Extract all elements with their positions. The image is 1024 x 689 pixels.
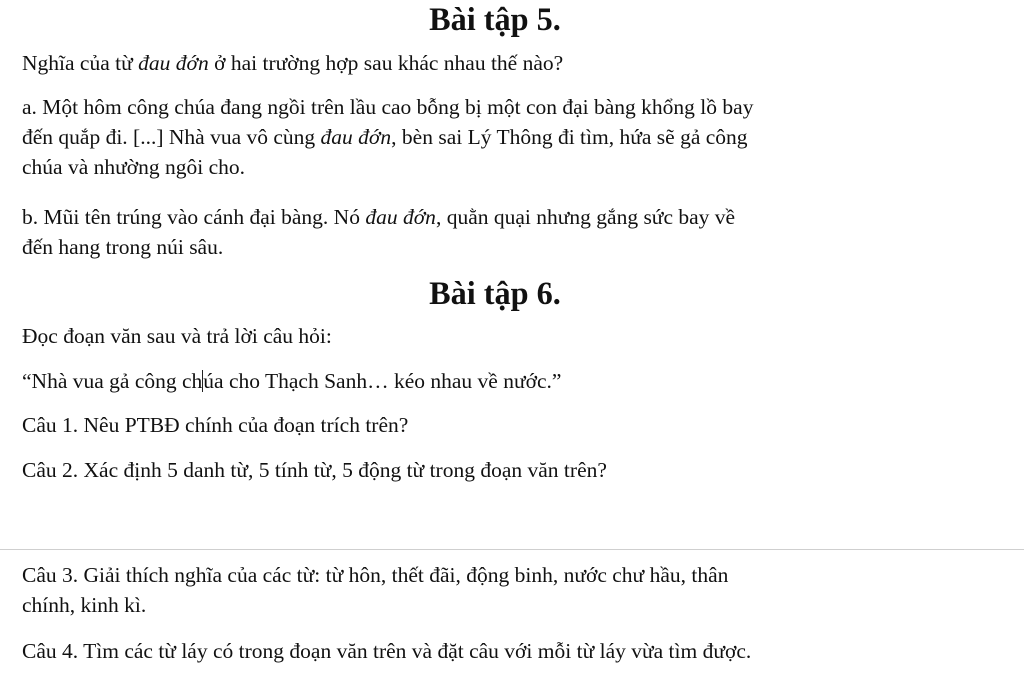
passage-a-line-3: chúa và nhường ngôi cho. [22,155,246,179]
question-4: Câu 4. Tìm các từ láy có trong đoạn văn trên và đặt câu với mỗi từ láy vừa tìm được. [22,639,752,663]
exercise-5-title: Bài tập 5. [429,1,561,37]
question-1: Câu 1. Nêu PTBĐ chính của đoạn trích trên? [22,413,409,437]
passage-a-line-2 [22,122,982,152]
exercise-6-quote[interactable] [22,366,982,396]
passage-b-text: b. Mũi tên trúng vào cánh đại bàng. Nó [22,205,366,229]
question-3-line-1: Câu 3. Giải thích nghĩa của các từ: từ hôn, thết đãi, động binh, nước chư hầu, thân [22,563,729,587]
question-text: Nghĩa của từ [22,51,139,75]
quote-text-end: úa cho Thạch Sanh… kéo nhau về nước.” [203,369,562,393]
page-divider [0,549,1024,550]
exercise-5-passage-b [22,202,982,262]
passage-a-text: đến quắp đi. [...] Nhà vua vô cùng [22,125,321,149]
question-text-end: ở hai trường hợp sau khác nhau thế nào? [208,51,564,75]
exercise-6-instruction: Đọc đoạn văn sau và trả lời câu hỏi: [22,324,332,348]
passage-b-line-1 [22,202,982,232]
question-2: Câu 2. Xác định 5 danh từ, 5 tính từ, 5 động từ trong đoạn văn trên? [22,458,607,482]
question-term: đau đớn [138,51,209,75]
passage-b-line-2: đến hang trong núi sâu. [22,235,224,259]
exercise-5-question [22,48,982,78]
passage-a-line-1: a. Một hôm công chúa đang ngồi trên lầu cao bỗng bị một con đại bàng khổng lồ bay [22,95,754,119]
passage-a-text-end: , bèn sai Lý Thông đi tìm, hứa sẽ gả công [391,125,748,149]
quote-text: “Nhà vua gả công ch [22,369,203,393]
question-3-line-2: chính, kinh kì. [22,593,147,617]
question-3 [22,560,982,620]
passage-b-term: đau đớn [365,205,436,229]
passage-a-term: đau đớn [320,125,392,149]
exercise-6-title: Bài tập 6. [429,275,561,311]
passage-b-text-end: , quằn quại nhưng gắng sức bay về [435,205,736,229]
exercise-5-passage-a [22,92,982,182]
